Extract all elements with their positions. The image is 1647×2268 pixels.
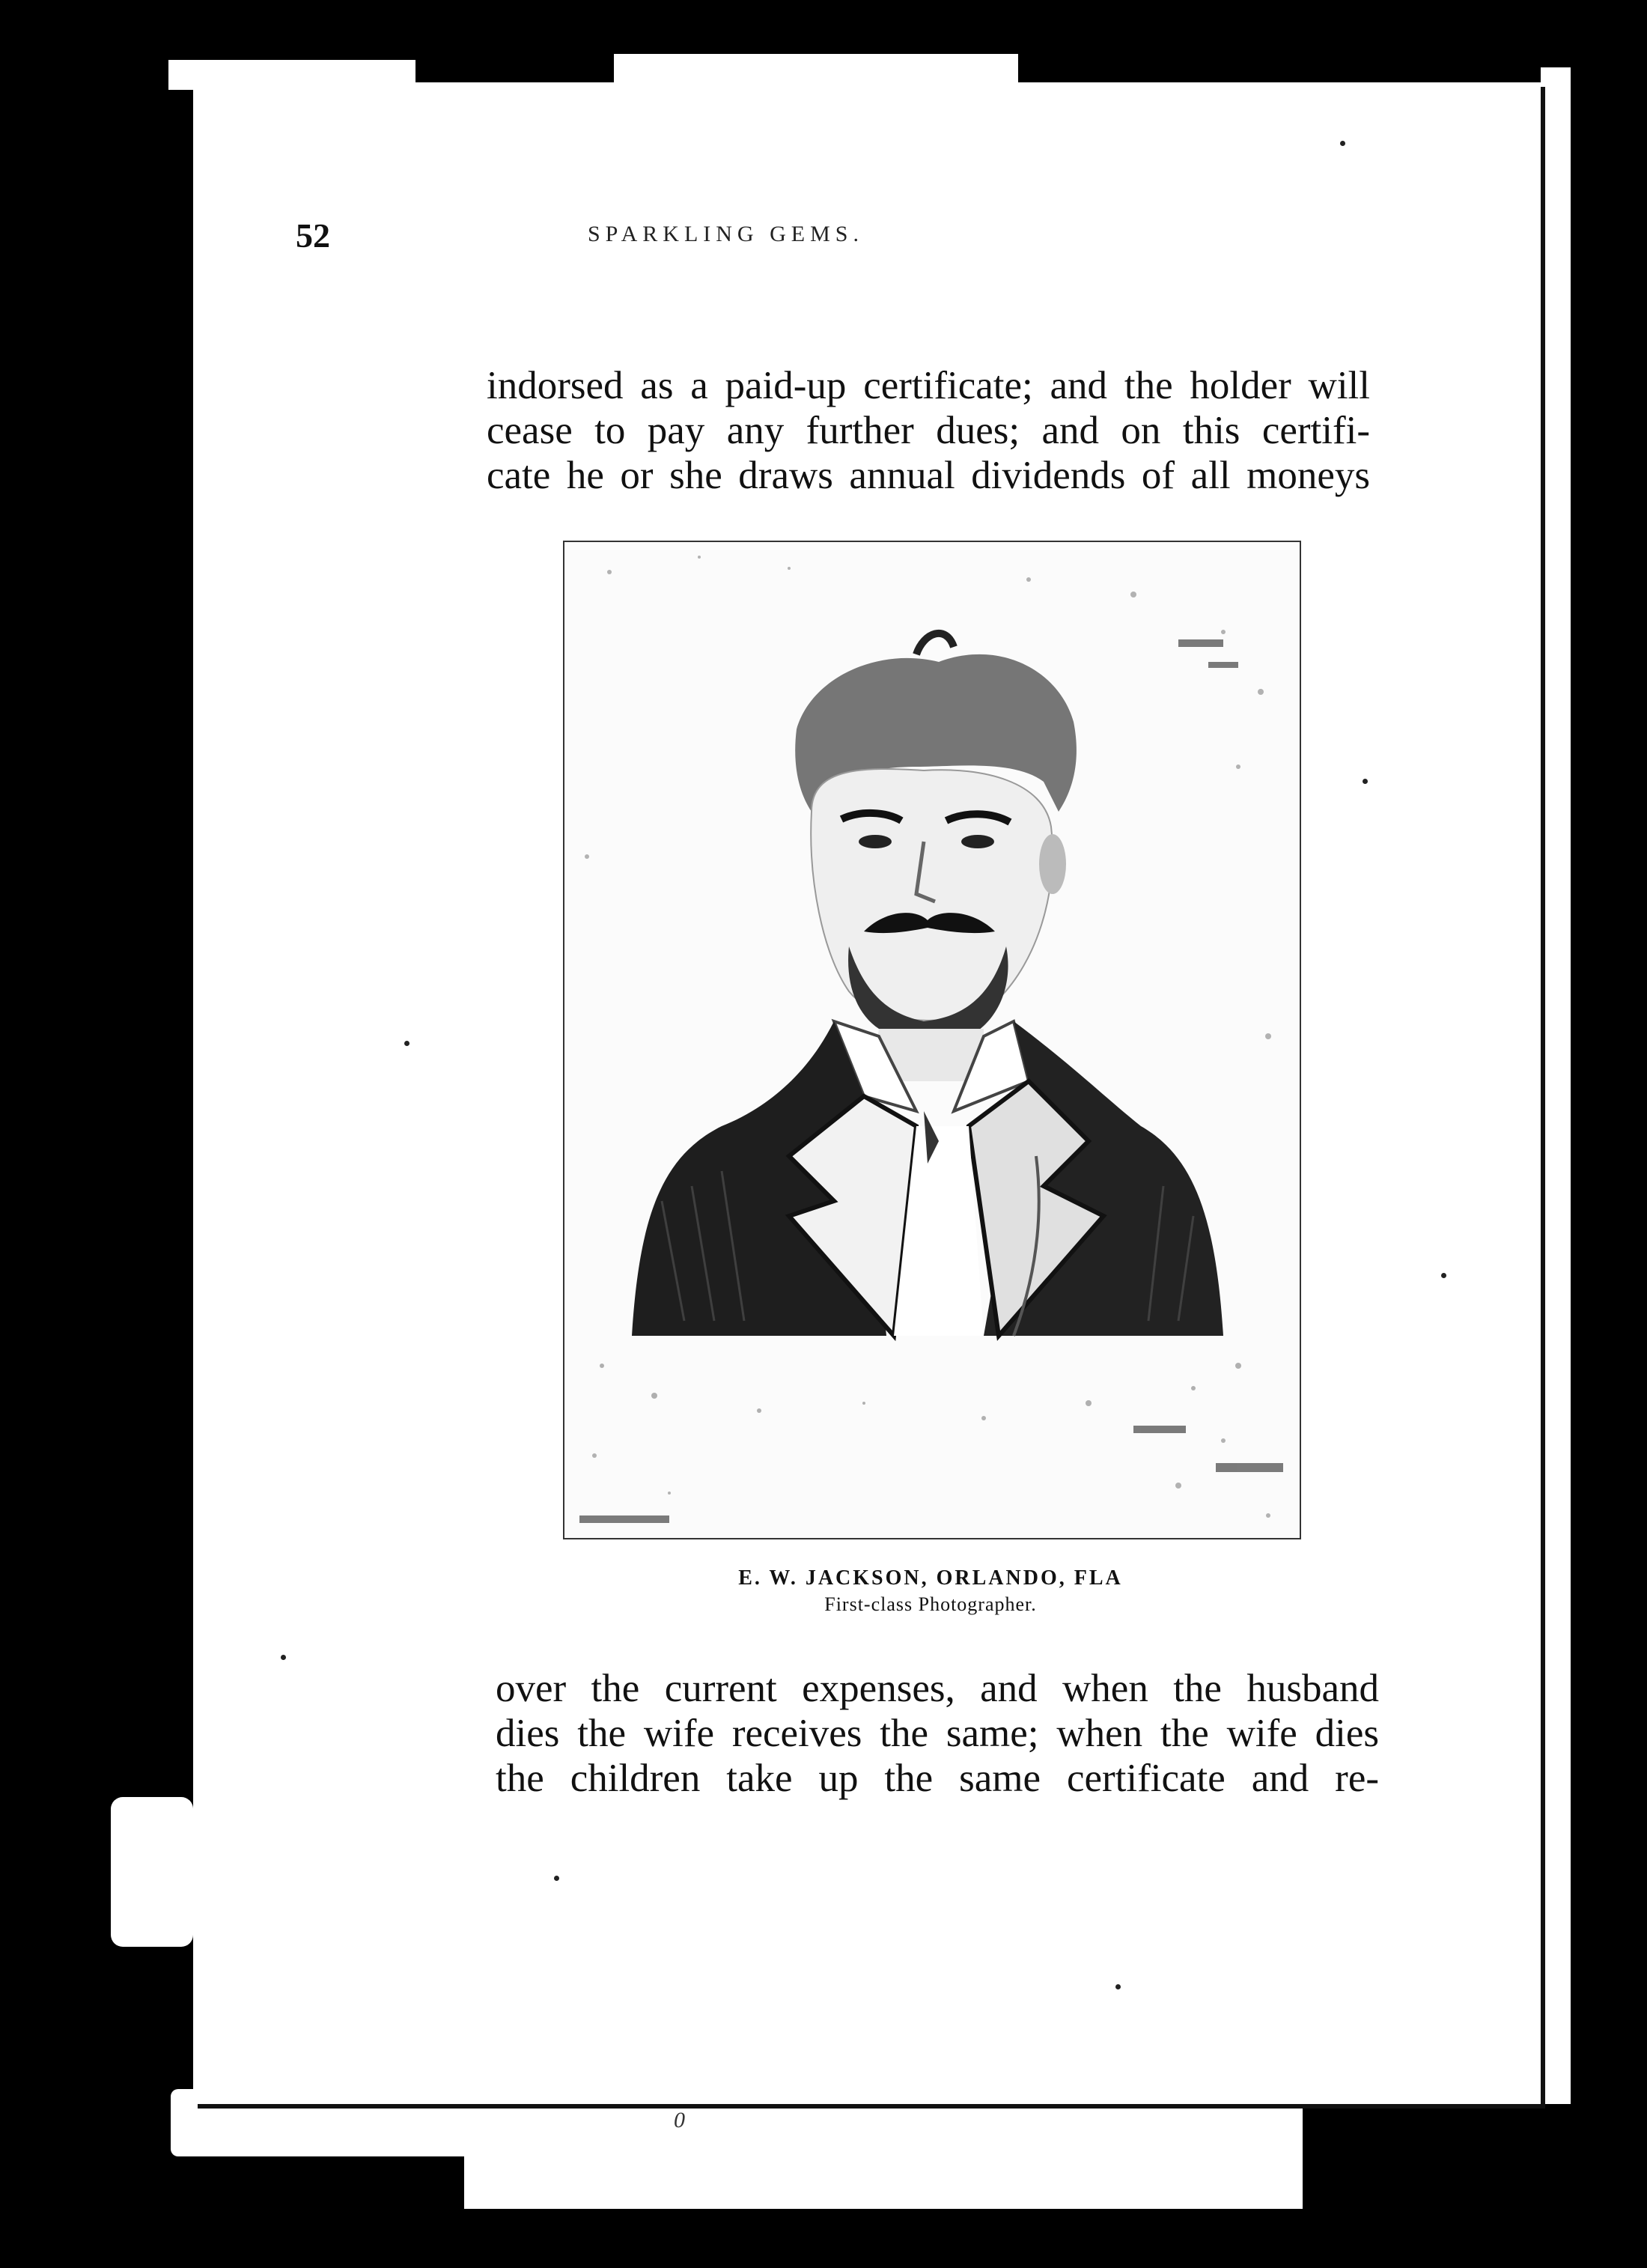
speck xyxy=(1115,1984,1121,1989)
text-line: cate he or she draws annual dividends of all moneys xyxy=(487,454,1370,497)
scan-border-top-right xyxy=(614,54,1018,84)
photo-caption xyxy=(563,1566,1298,1616)
speck xyxy=(404,1041,410,1046)
portrait-illustration xyxy=(564,542,1300,1538)
speck xyxy=(281,1655,286,1660)
running-head: SPARKLING GEMS. xyxy=(588,222,864,246)
caption-role: First-class Photographer. xyxy=(824,1593,1037,1615)
text-line: dies the wife receives the same; when the wife dies xyxy=(496,1712,1379,1755)
folio-mark: 0 xyxy=(674,2108,685,2132)
portrait-photograph xyxy=(563,541,1301,1539)
speck xyxy=(1340,141,1345,146)
page-edge xyxy=(1541,67,1571,2104)
speck xyxy=(554,1876,559,1881)
paragraph-top xyxy=(487,363,1370,498)
text-line: over the current expenses, and when the husband xyxy=(496,1667,1379,1710)
text-line: the children take up the same certificate and re- xyxy=(496,1757,1379,1800)
speck xyxy=(1363,779,1368,784)
page-number: 52 xyxy=(296,216,330,255)
speck xyxy=(1441,1273,1446,1278)
text-line: cease to pay any further dues; and on this certifi- xyxy=(487,409,1370,452)
text-line: indorsed as a paid-up certificate; and the holder will xyxy=(487,364,1370,407)
paragraph-bottom xyxy=(496,1666,1379,1801)
caption-name: E. W. JACKSON, ORLANDO, FLA xyxy=(738,1566,1123,1590)
scan-border-bottom xyxy=(464,2097,1303,2209)
scan-border-left-tab xyxy=(111,1797,193,1947)
page-header xyxy=(296,216,1374,261)
